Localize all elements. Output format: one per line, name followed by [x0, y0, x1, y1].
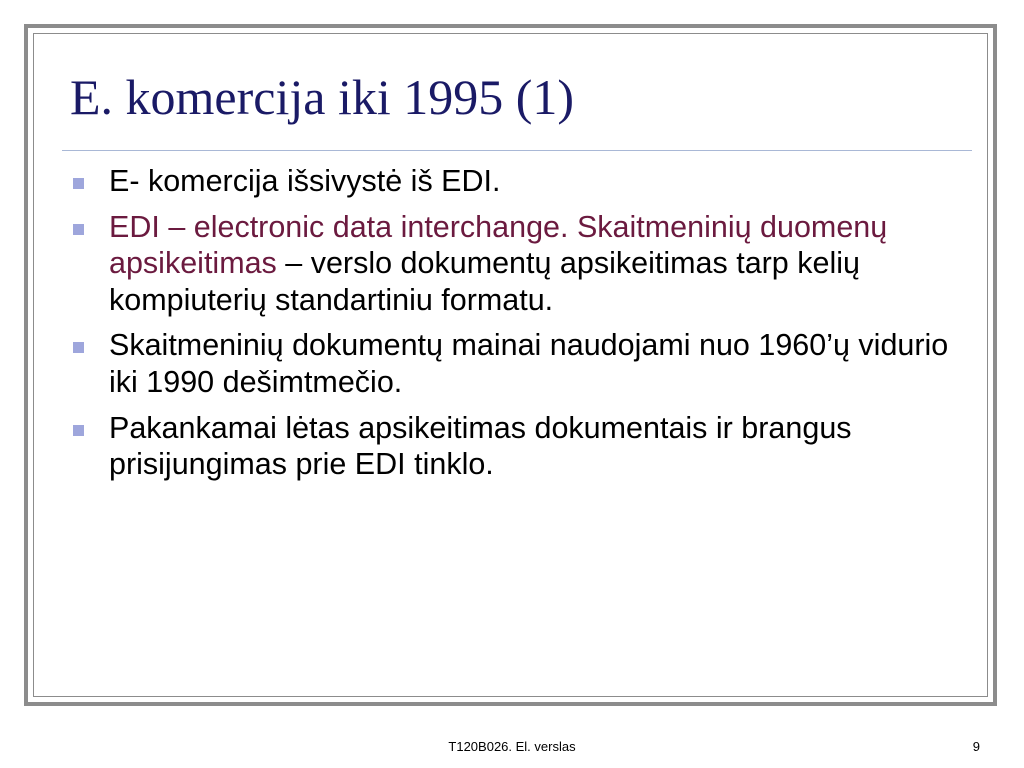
bullet-item	[72, 410, 952, 483]
bullet-item	[72, 327, 952, 400]
square-bullet-icon	[73, 224, 84, 235]
bullet-item	[72, 209, 952, 319]
bullet-accent-text: EDI – electronic data interchange. Skaitmeninių duomenų apsikeitimas	[109, 209, 888, 281]
bullet-list	[72, 163, 952, 492]
footer-page-number: 9	[972, 739, 980, 754]
bullet-item	[72, 163, 952, 200]
square-bullet-icon	[73, 425, 84, 436]
footer-course: T120B026. El. verslas	[448, 739, 576, 754]
bullet-text: Skaitmeninių dokumentų mainai naudojami nuo 1960’ų vidurio iki 1990 dešimtmečio.	[109, 328, 949, 399]
bullet-text: E- komercija išsivystė iš EDI.	[109, 164, 501, 198]
title-divider	[62, 150, 972, 151]
square-bullet-icon	[73, 178, 84, 189]
slide-title: E. komercija iki 1995 (1)	[70, 69, 575, 125]
bullet-text: Pakankamai lėtas apsikeitimas dokumentais ir brangus prisijungimas prie EDI tinklo.	[109, 410, 852, 482]
bullet-text: – verslo dokumentų apsikeitimas tarp kelių kompiuterių standartiniu formatu.	[109, 246, 860, 317]
square-bullet-icon	[73, 342, 84, 353]
